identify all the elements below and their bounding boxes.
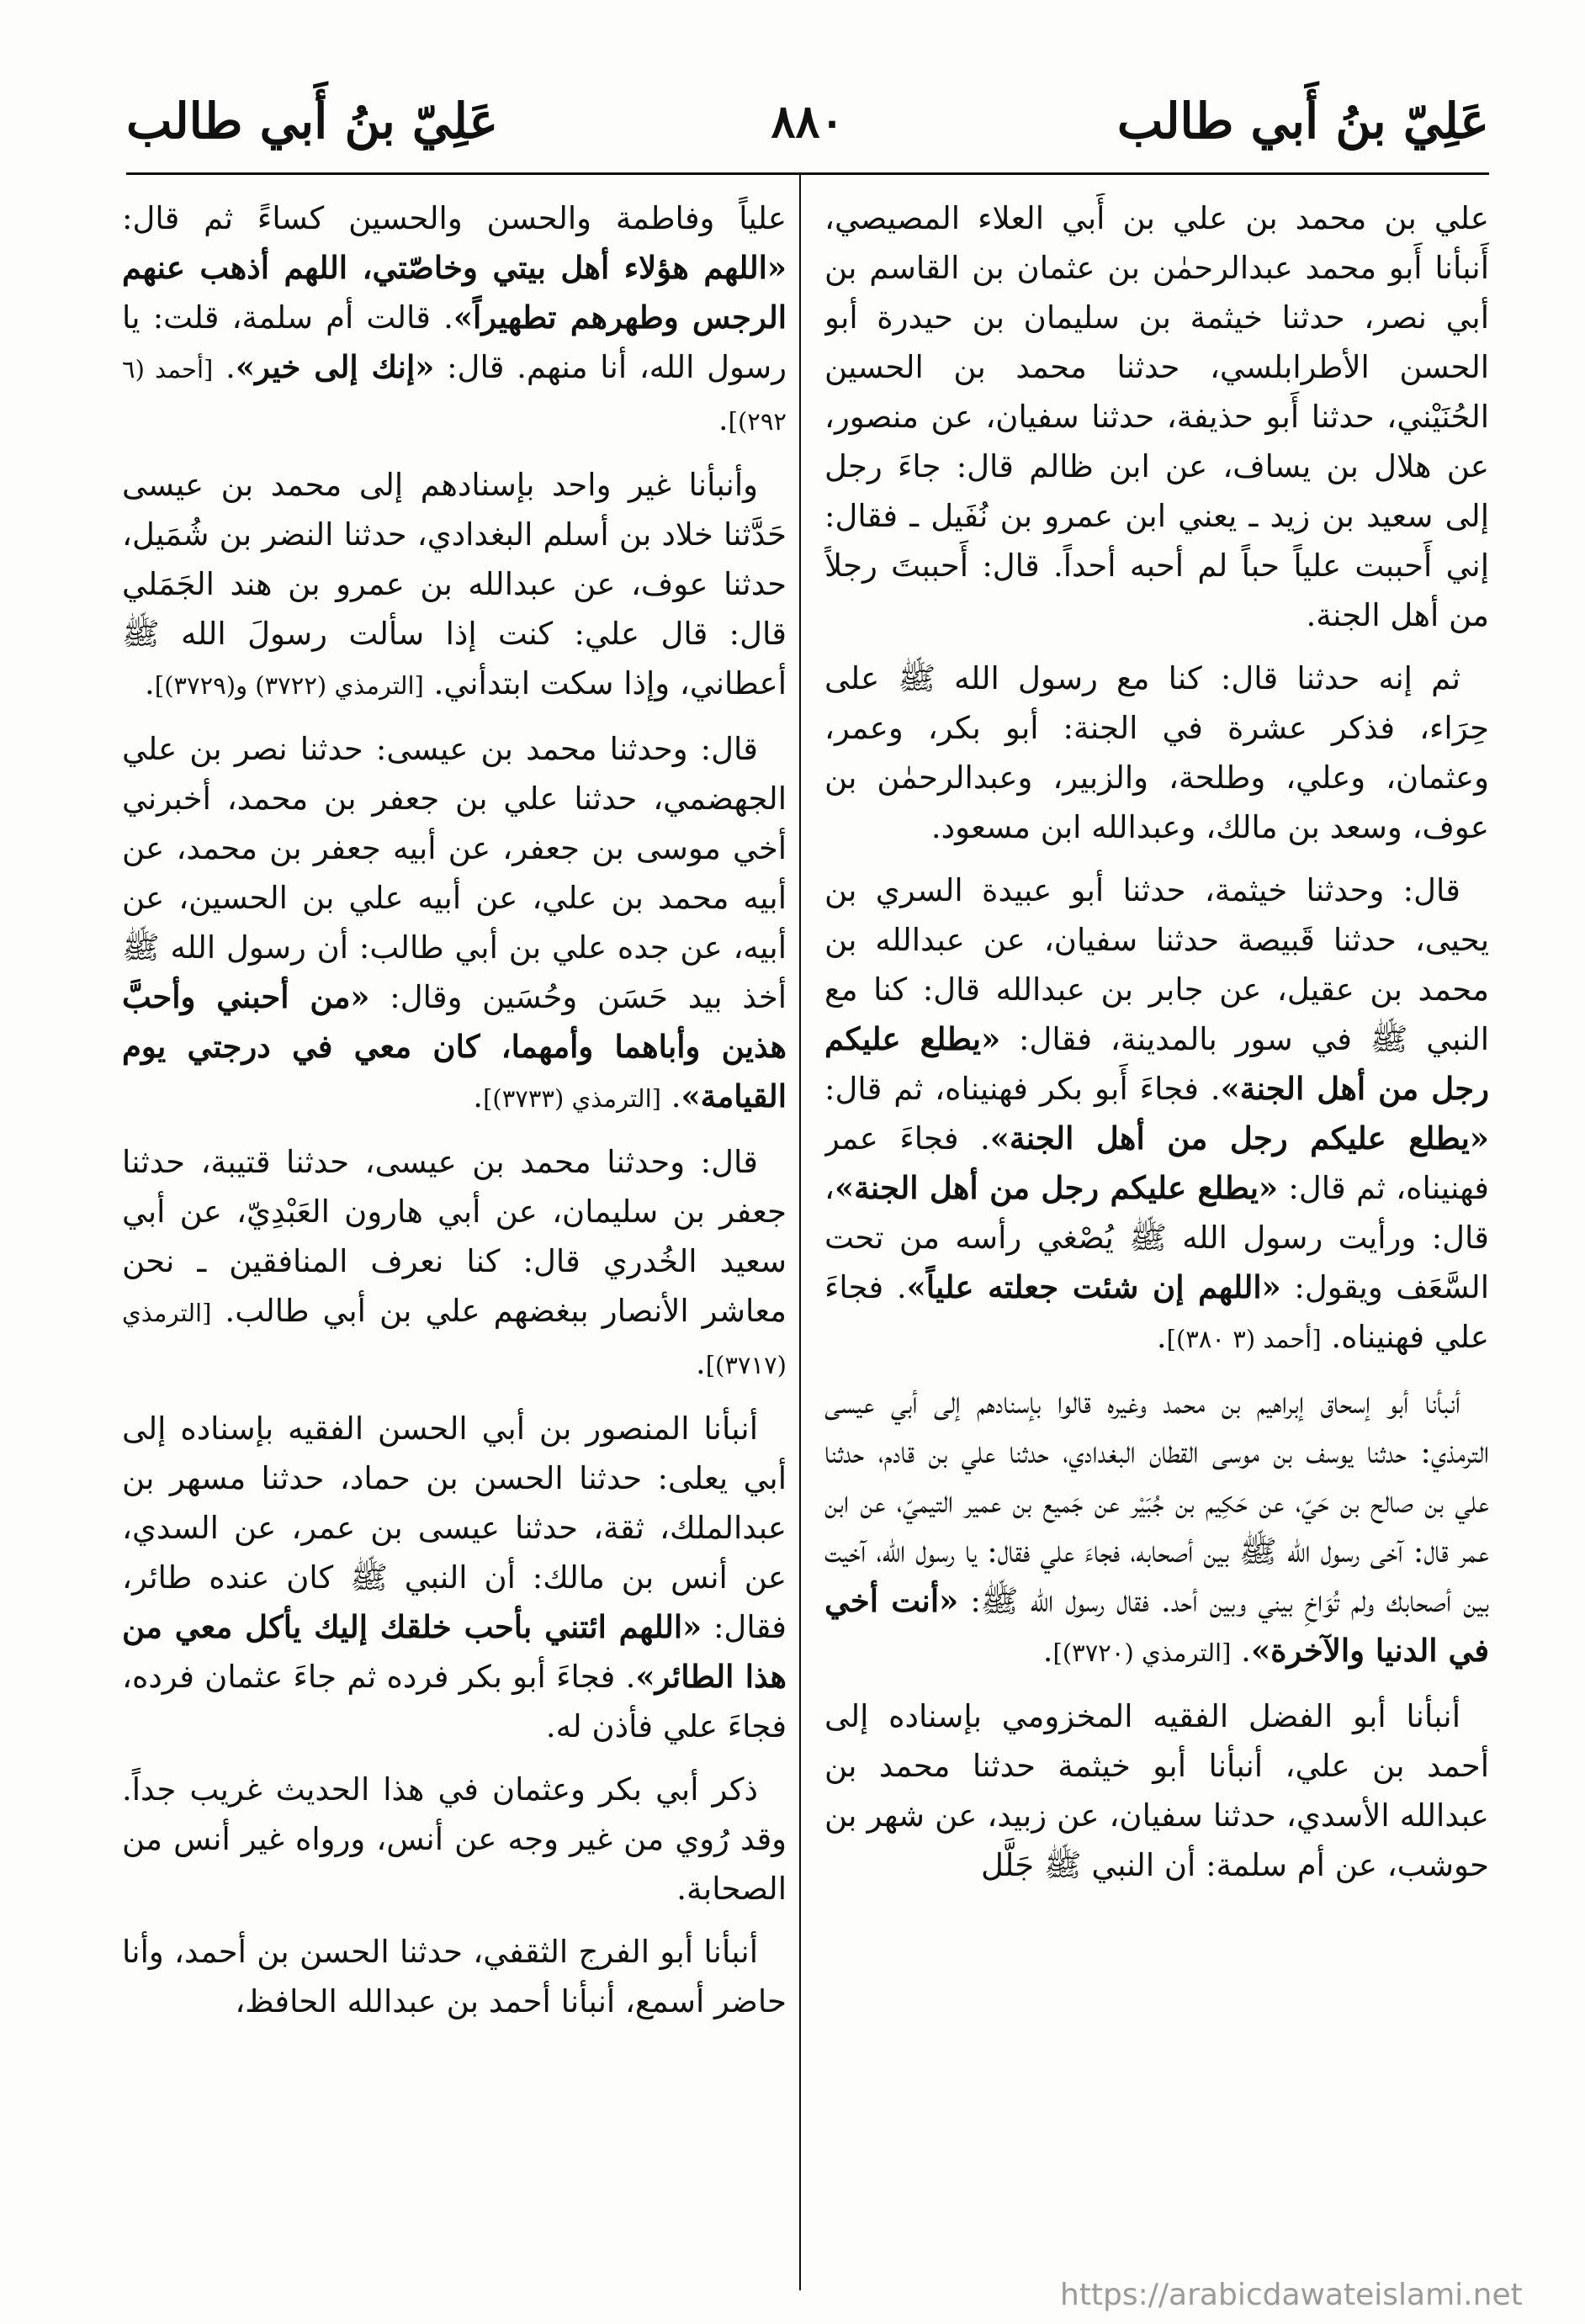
hadith-quote: «أنت أخي في الدنيا والآخرة» bbox=[824, 1582, 1489, 1669]
text-run: . bbox=[1156, 1319, 1167, 1355]
running-header bbox=[126, 84, 1489, 160]
paragraph bbox=[122, 1927, 787, 2026]
text-run: . قالت أم سلمة، قلت: يا رسول الله، أنا منهم. قال: bbox=[122, 299, 787, 385]
text-run: أنبأنا أبو الفرج الثقفي، حدثنا الحسن بن أحمد، وأنا حاضر أسمع، أنبأنا أحمد بن عبدالله الحافظ، bbox=[122, 1934, 787, 2020]
paragraph bbox=[122, 460, 787, 711]
text-run: . bbox=[1042, 1633, 1053, 1669]
text-run: أنبأنا أبو الفضل الفقيه المخزومي بإسناده إلى أحمد بن علي، أنبأنا أبو خيثمة حدثنا محمد بن عبدالله الأسدي، حدثنا سفيان، عن زبيد، عن شهر بن حوشب، عن أم سلمة: أن النبي ﷺ جَلَّل bbox=[824, 1698, 1489, 1883]
source-reference: [أحمد (٦ ٢٩٢)] bbox=[122, 355, 787, 436]
source-reference: [الترمذي (٣٧١٧)] bbox=[122, 1299, 787, 1379]
text-run: . bbox=[213, 349, 236, 385]
text-run: . فجاءَ أبو بكر فرده ثم جاءَ عثمان فرده، فجاءَ علي فأذن له. bbox=[122, 1659, 787, 1744]
text-run: وأنبأنا غير واحد بإسنادهم إلى محمد بن عيسى حَدَّثنا خلاد بن أسلم البغدادي، حدثنا النضر بن شُمَيل، حدثنا عوف، عن عبدالله بن عمرو بن هند الجَمَلي قال: قال علي: كنت إذا سألت رسولَ الله ﷺ أعطاني، وإذا سكت ابتدأني. bbox=[122, 467, 787, 701]
right-column bbox=[824, 193, 1489, 2279]
header-title-left: عَلِيّ بنُ أَبي طالب bbox=[126, 93, 499, 150]
hadith-quote: «يطلع عليكم رجل من أهل الجنة» bbox=[824, 1020, 1489, 1107]
hadith-quote: «يطلع عليكم رجل من أهل الجنة» bbox=[989, 1120, 1489, 1157]
text-run: . bbox=[718, 401, 729, 437]
text-run: . bbox=[660, 1078, 681, 1114]
text-run: أنبأنا أبو إسحاق إبراهيم بن محمد وغيره قالوا بإسنادهم إلى أبي عيسى الترمذي: حدثنا يوسف بن موسى القطان البغدادي، حدثنا علي بن قادم، حدثنا علي بن صالح بن حَيّ، عن حَكِيم بن جُبَيْر عن جَميع بن عمير التيميّ، عن ابن عمر قال: آخى رسول الله ﷺ بين أصحابه، فجاءَ علي فقال: يا رسول الله، آخيت بين أصحابك ولم تُوَاخِ بيني وبين أحد. فقال رسول الله ﷺ: bbox=[824, 1384, 1489, 1619]
source-reference: [الترمذي (٣٧٣٣)] bbox=[483, 1084, 661, 1113]
hadith-quote: «اللهم إن شئت جعلته علياً» bbox=[906, 1268, 1281, 1305]
text-run: علي بن محمد بن علي بن أَبي العلاء المصيصي، أَنبأنا أَبو محمد عبدالرحمٰن بن عثمان بن القاسم بن أبي نصر، حدثنا خيثمة بن سليمان بن حيدرة أبو الحسن الأطرابلسي، حدثنا محمد بن الحسين الحُنَيْني، حدثنا أَبو حذيفة، حدثنا سفيان، عن منصور، عن هلال بن يساف، عن ابن ظالم قال: جاءَ رجل إلى سعيد بن زيد ـ يعني ابن عمرو بن نُفَيل ـ فقال: إني أَحببت علياً حباً لم أحبه أحداً. قال: أَحببتَ رجلاً من أهل الجنة. bbox=[824, 200, 1489, 633]
text-run: قال: وحدثنا خيثمة، حدثنا أبو عبيدة السري بن يحيى، حدثنا قَبيصة حدثنا سفيان، عن عبدالله بن محمد بن عقيل، عن جابر بن عبدالله قال: كنا مع النبي ﷺ في سور بالمدينة، فقال: bbox=[824, 872, 1489, 1057]
text-run: . فجاءَ عمر فهنيناه، ثم قال: bbox=[824, 1120, 1489, 1206]
watermark: https://arabicdawateislami.net bbox=[1060, 2278, 1523, 2312]
text-run: قال: وحدثنا محمد بن عيسى: حدثنا نصر بن علي الجهضمي، حدثنا علي بن جعفر بن محمد، أخبرني أخي موسى بن جعفر، عن أبيه جعفر بن محمد، عن أبيه محمد بن علي، عن أبيه علي بن الحسين، عن أبيه، عن جده علي بن أبي طالب: أن رسول الله ﷺ أخذ بيد حَسَن وحُسَين وقال: bbox=[122, 731, 787, 1015]
hadith-quote: «اللهم هؤلاء أهل بيتي وخاصّتي، اللهم أذهب عنهم الرجس وطهرهم تطهيراً» bbox=[122, 249, 787, 336]
paragraph bbox=[824, 654, 1489, 852]
hadith-quote: «يطلع عليكم رجل من أهل الجنة» bbox=[834, 1169, 1279, 1206]
text-run: ذكر أبي بكر وعثمان في هذا الحديث غريب جداً. وقد رُوي من غير وجه عن أنس، ورواه غير أنس من الصحابة. bbox=[122, 1771, 787, 1907]
paragraph bbox=[824, 866, 1489, 1364]
column-divider bbox=[799, 175, 801, 2290]
text-run: ثم إنه حدثنا قال: كنا مع رسول الله ﷺ على حِرَاء، فذكر عشرة في الجنة: أبو بكر، وعمر، وعثمان، وعلي، وطلحة، والزبير، وعبدالرحمٰن بن عوف، وسعد بن مالك، وعبدالله ابن مسعود. bbox=[824, 660, 1489, 845]
source-reference: [الترمذي (٣٧٢٠)] bbox=[1052, 1638, 1232, 1667]
header-rule bbox=[126, 172, 1489, 175]
text-run: قال: وحدثنا محمد بن عيسى، حدثنا قتيبة، حدثنا جعفر بن سليمان، عن أبي هارون العَبْدِيّ، عن أبي سعيد الخُدري قال: كنا نعرف المنافقين ـ نحن معاشر الأنصار ببغضهم علي بن أبي طالب. bbox=[122, 1144, 787, 1329]
paragraph bbox=[122, 724, 787, 1124]
text-run: . bbox=[473, 1078, 484, 1114]
text-run: أنبأنا المنصور بن أبي الحسن الفقيه بإسناده إلى أبي يعلى: حدثنا الحسن بن حماد، حدثنا مسهر بن عبدالملك، ثقة، حدثنا عيسى بن عمر، عن السدي، عن أنس بن مالك: أن النبي ﷺ كان عنده طائر، فقال: bbox=[122, 1411, 787, 1645]
header-title-right: عَلِيّ بنُ أَبي طالب bbox=[1116, 93, 1489, 150]
paragraph bbox=[824, 1691, 1489, 1890]
source-reference: [الترمذي (٣٧٢٢) و(٣٧٢٩)] bbox=[154, 671, 424, 700]
source-reference: [أحمد (٣ ٣٨٠)] bbox=[1166, 1325, 1322, 1353]
text-run: . bbox=[1231, 1633, 1251, 1669]
text-run: . فجاءَ علي فهنيناه. bbox=[824, 1269, 1489, 1355]
hadith-quote: «اللهم ائتني بأحب خلقك إليك يأكل معي من هذا الطائر» bbox=[122, 1608, 787, 1695]
hadith-quote: «من أحبني وأحبَّ هذين وأباهما وأمهما، كان معي في درجتي يوم القيامة» bbox=[122, 978, 787, 1114]
text-run: . bbox=[145, 665, 155, 701]
page-number: ٨٨٠ bbox=[771, 94, 845, 148]
paragraph bbox=[122, 1765, 787, 1914]
text-run: علياً وفاطمة والحسن والحسين كساءً ثم قال: bbox=[122, 200, 787, 236]
text-run: ، قال: ورأيت رسول الله ﷺ يُصْغي رأسه من تحت السَّعَف ويقول: bbox=[824, 1170, 1489, 1305]
paragraph bbox=[122, 1137, 787, 1390]
text-run: . bbox=[695, 1345, 706, 1381]
paragraph bbox=[824, 1378, 1489, 1678]
text-run: . فجاءَ أَبو بكر فهنيناه، ثم قال: bbox=[824, 1071, 1221, 1107]
hadith-quote: «إنك إلى خير» bbox=[235, 348, 435, 385]
paragraph bbox=[824, 193, 1489, 640]
left-column bbox=[122, 193, 787, 2279]
paragraph bbox=[122, 1404, 787, 1751]
paragraph bbox=[122, 193, 787, 447]
